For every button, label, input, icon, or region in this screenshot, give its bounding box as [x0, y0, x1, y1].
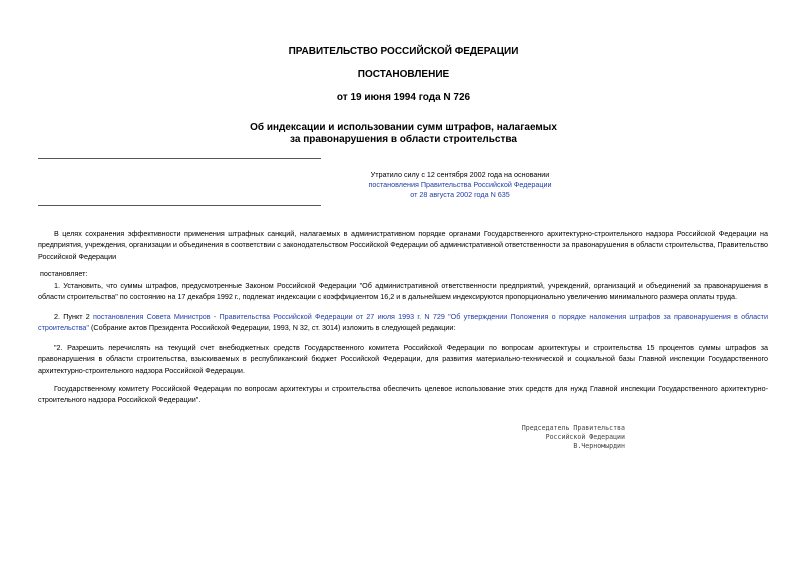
document-date-number: от 19 июня 1994 года N 726: [336, 92, 471, 103]
divider-top: [38, 158, 321, 159]
divider-bottom: [38, 205, 321, 206]
item1-paragraph: 1. Установить, что суммы штрафов, предусмотренные Законом Российской Федерации "Об административной ответственности предприятий, учреждений, организаций и объединений за правонарушения в области строительства" по состоянию на 17 декабря 1992 г., подлежат индексации с коэффициентом 16,2 и в дальнейшем индексируются пропорционально увеличению минимального размера оплаты труда.: [38, 281, 768, 302]
document-title-line1: Об индексации и использовании сумм штрафов, налагаемых: [250, 122, 557, 133]
item2-resolution-link[interactable]: постановления Совета Министров - Правительства Российской Федерации от 27 июля 1993 г. N 729 "Об утверждении Положения о порядке наложения штрафов за правонарушения в области строительства": [38, 312, 768, 333]
document-type: ПОСТАНОВЛЕНИЕ: [357, 69, 450, 80]
signature-block: [480, 424, 625, 451]
signature-line2: Российской Федерации: [545, 433, 625, 441]
expiry-link-line2[interactable]: постановления Правительства Российской Федерации: [368, 180, 552, 189]
government-heading: ПРАВИТЕЛЬСТВО РОССИЙСКОЙ ФЕДЕРАЦИИ: [288, 46, 519, 57]
preamble-paragraph: В целях сохранения эффективности применения штрафных санкций, налагаемых в административном порядке органами Государственного архитектурно-строительного надзора Российской Федерации на предприятия, учреждения, организации и объединения в соответствии с законодательством Российской Федерации об административной ответственности за правонарушения в области строительства, Правительство Российской Федерации: [38, 229, 768, 261]
item2-paragraph: [38, 311, 768, 334]
expiry-line1: Утратило силу с 12 сентября 2002 года на основании: [370, 170, 550, 179]
signature-line1: Председатель Правительства: [521, 424, 625, 432]
expiry-link-line3[interactable]: от 28 августа 2002 года N 635: [410, 190, 510, 199]
quote-paragraph-2: Государственному комитету Российской Федерации по вопросам архитектуры и строительства обеспечить целевое использование этих средств для нужд Главной инспекции Государственного архитектурно-строительного надзора Российской Федерации".: [38, 384, 768, 405]
decides-paragraph: постановляет:: [40, 269, 88, 278]
item2-suffix: (Собрание актов Президента Российской Федерации, 1993, N 32, ст. 3014) изложить в следующей редакции:: [88, 323, 456, 333]
signature-line3: В.Черномырдин: [573, 442, 625, 450]
document-title-line2: за правонарушения в области строительства: [290, 134, 517, 145]
item2-prefix: 2. Пункт 2: [54, 312, 94, 321]
quote-paragraph-1: "2. Разрешить перечислять на текущий счет внебюджетных средств Государственного комитета Российской Федерации по вопросам архитектуры и строительства 15 процентов суммы штрафов за правонарушения в области строительства, взыскиваемых в республиканский бюджет Российской Федерации, для развития материально-технической и социальной базы Главной инспекции Государственного архитектурно-строительного надзора Российской Федерации.: [38, 343, 768, 375]
expiry-notice: [260, 170, 660, 200]
